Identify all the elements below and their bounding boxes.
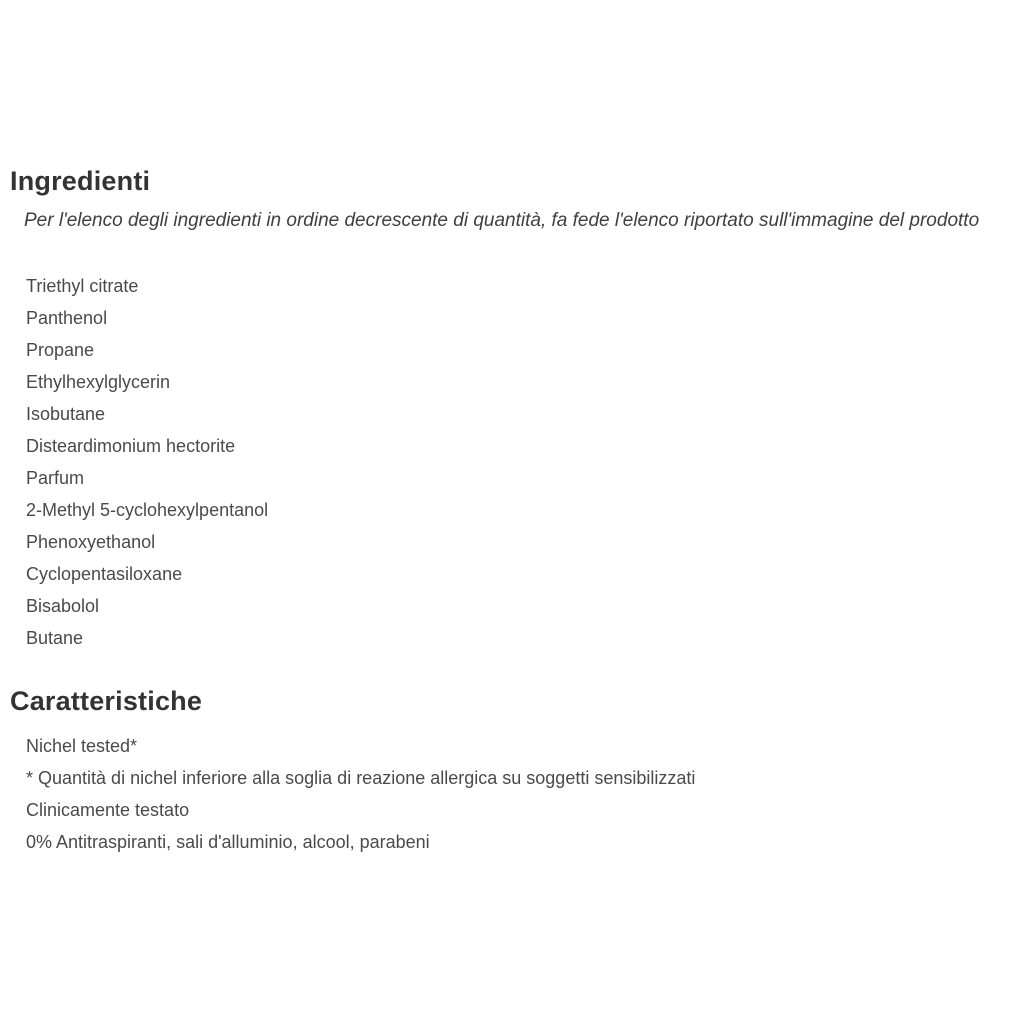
ingredients-list — [26, 270, 1014, 654]
characteristic-item: * Quantità di nichel inferiore alla soglia di reazione allergica su soggetti sensibilizzati — [26, 768, 696, 788]
ingredient-item: Parfum — [26, 468, 85, 488]
ingredient-item: Disteardimonium hectorite — [26, 436, 236, 456]
characteristics-list — [26, 730, 1014, 858]
ingredient-item: Butane — [26, 628, 84, 648]
ingredients-disclaimer: Per l'elenco degli ingredienti in ordine decrescente di quantità, fa fede l'elenco riportato sull'immagine del prodotto — [24, 210, 980, 231]
characteristic-item: 0% Antitraspiranti, sali d'alluminio, alcool, parabeni — [26, 832, 430, 852]
ingredient-item: 2-Methyl 5-cyclohexylpentanol — [26, 500, 269, 520]
ingredients-title: Ingredienti — [10, 166, 151, 196]
ingredient-item: Propane — [26, 340, 95, 360]
characteristics-title: Caratteristiche — [10, 686, 203, 716]
characteristics-section — [10, 687, 1014, 858]
ingredients-section — [10, 167, 1014, 654]
ingredient-item: Triethyl citrate — [26, 276, 139, 296]
characteristic-item: Clinicamente testato — [26, 800, 190, 820]
ingredient-item: Ethylhexylglycerin — [26, 372, 171, 392]
ingredient-item: Cyclopentasiloxane — [26, 564, 183, 584]
ingredient-item: Bisabolol — [26, 596, 100, 616]
ingredient-item: Phenoxyethanol — [26, 532, 156, 552]
characteristic-item: Nichel tested* — [26, 736, 138, 756]
ingredient-item: Isobutane — [26, 404, 106, 424]
ingredient-item: Panthenol — [26, 308, 108, 328]
